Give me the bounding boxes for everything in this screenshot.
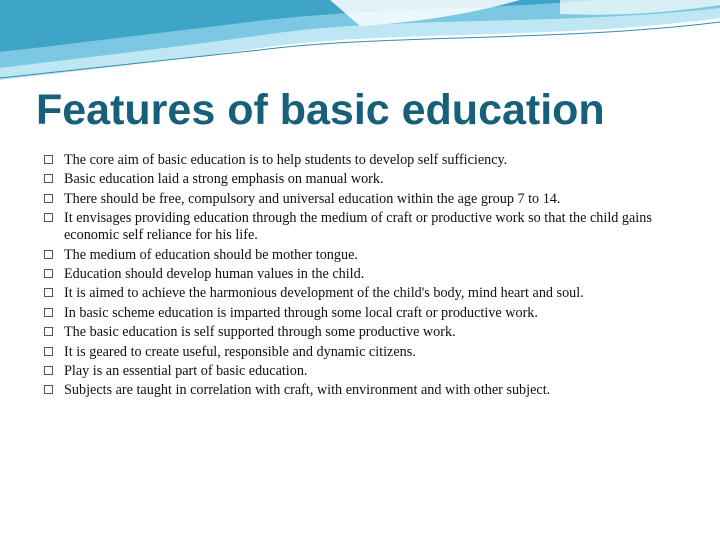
bullet-text: The basic education is self supported through some productive work.: [64, 324, 456, 341]
bullet-square-icon: [44, 347, 53, 356]
bullet-square-icon: [44, 366, 53, 375]
bullet-item: [44, 210, 684, 244]
bullet-item: [44, 152, 684, 169]
bullet-square-icon: [44, 269, 53, 278]
bullet-list: [44, 152, 684, 402]
bullet-item: [44, 285, 684, 302]
bullet-item: [44, 171, 684, 188]
bullet-square-icon: [44, 174, 53, 183]
bullet-text: It is aimed to achieve the harmonious development of the child's body, mind heart and soul.: [64, 285, 584, 302]
bullet-square-icon: [44, 250, 53, 259]
bullet-text: It envisages providing education through the medium of craft or productive work so that the child gains economic self reliance for his life.: [64, 210, 652, 244]
bullet-text: Education should develop human values in the child.: [64, 265, 365, 282]
bullet-square-icon: [44, 213, 53, 222]
bullet-text: Basic education laid a strong emphasis on manual work.: [64, 171, 384, 188]
bullet-item: [44, 266, 684, 283]
bullet-square-icon: [44, 385, 53, 394]
bullet-item: [44, 363, 684, 380]
bullet-text: Subjects are taught in correlation with craft, with environment and with other subject.: [64, 382, 551, 399]
bullet-item: [44, 382, 684, 399]
bullet-item: [44, 247, 684, 264]
bullet-square-icon: [44, 327, 53, 336]
bullet-item: [44, 324, 684, 341]
bullet-text: The medium of education should be mother tongue.: [64, 246, 358, 263]
bullet-item: [44, 191, 684, 208]
bullet-item: [44, 344, 684, 361]
bullet-square-icon: [44, 194, 53, 203]
slide-title: Features of basic education: [36, 86, 605, 134]
bullet-text: It is geared to create useful, responsible and dynamic citizens.: [64, 343, 416, 360]
bullet-text: The core aim of basic education is to help students to develop self sufficiency.: [64, 152, 508, 168]
bullet-square-icon: [44, 308, 53, 317]
bullet-text: There should be free, compulsory and universal education within the age group 7 to 14.: [64, 190, 561, 207]
bullet-square-icon: [44, 155, 53, 164]
bullet-item: [44, 305, 684, 322]
bullet-square-icon: [44, 288, 53, 297]
bullet-text: Play is an essential part of basic education.: [64, 362, 308, 379]
bullet-text: In basic scheme education is imparted through some local craft or productive work.: [64, 304, 538, 321]
header-wave-decoration: [0, 0, 720, 90]
